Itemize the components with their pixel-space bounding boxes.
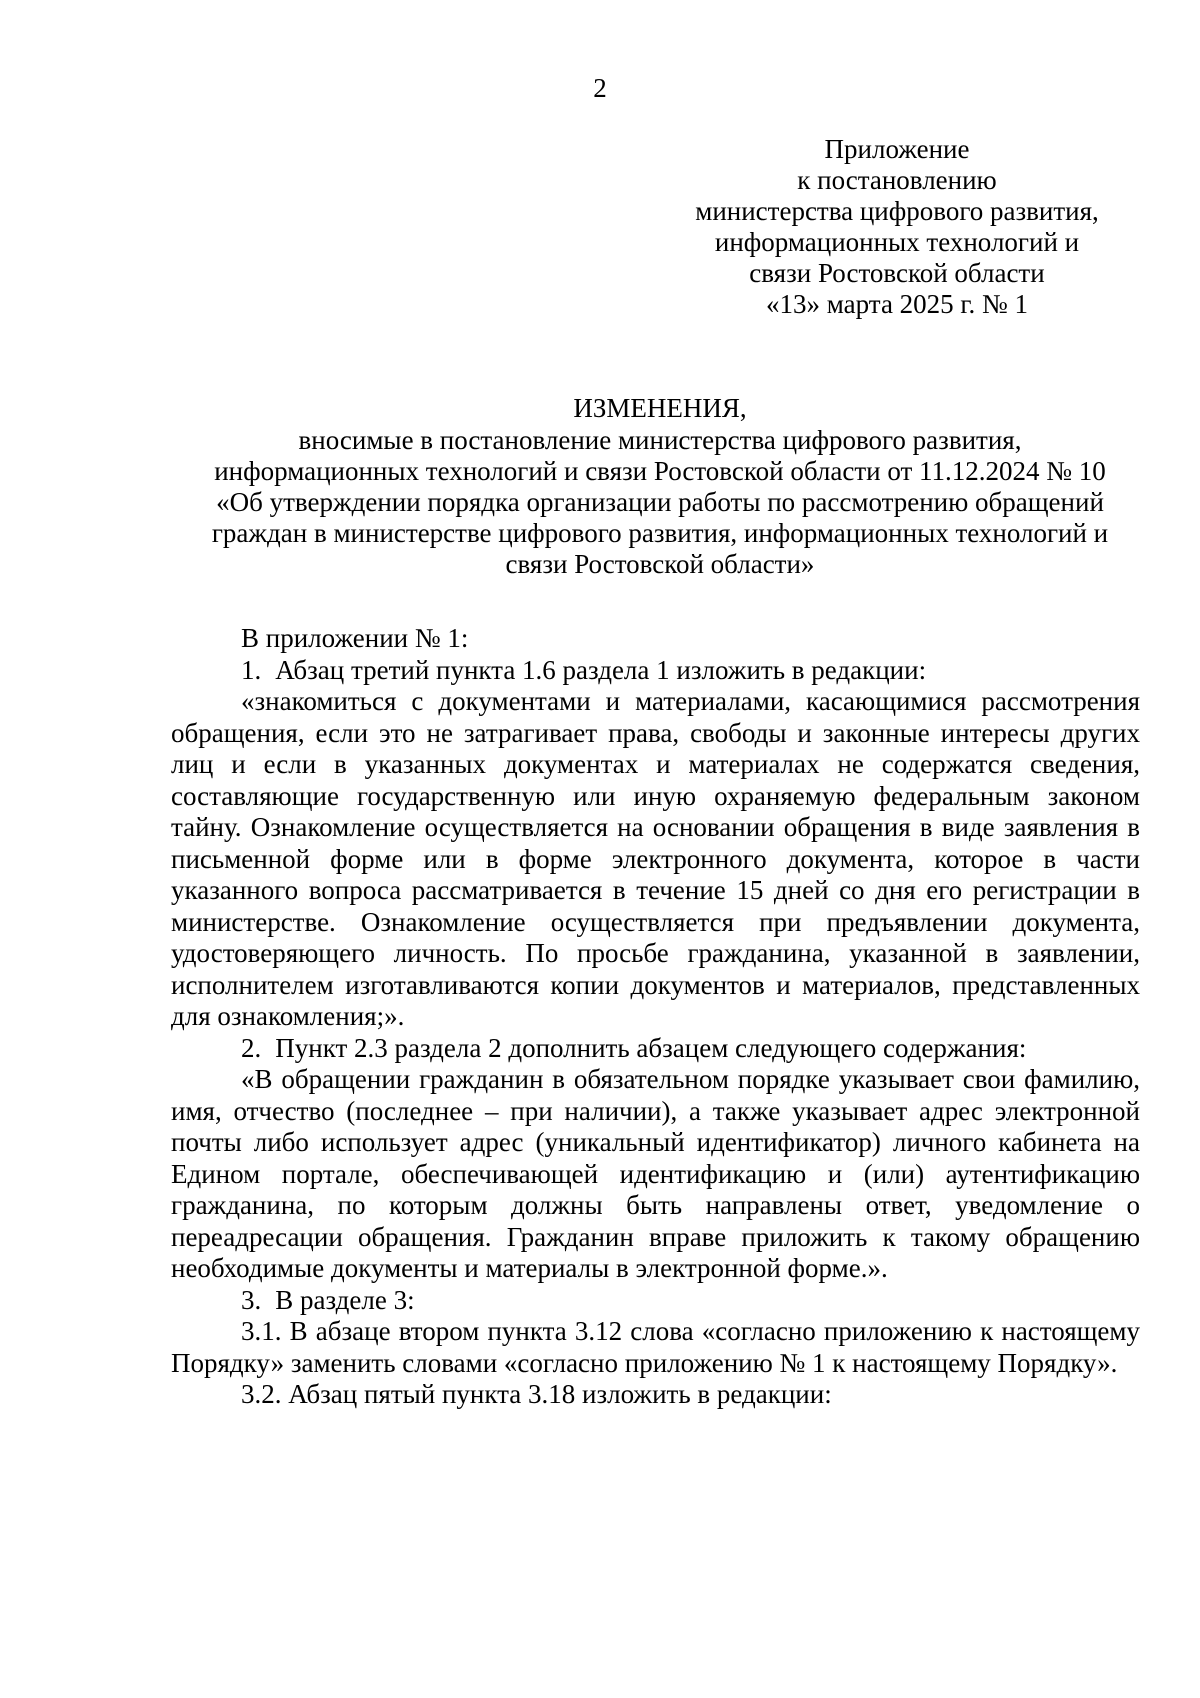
title-line: информационных технологий и связи Ростовской области от 11.12.2024 № 10 [214, 456, 1106, 486]
item-number: 2. [241, 1032, 262, 1063]
item-text: Пункт 2.3 раздела 2 дополнить абзацем следующего содержания: [275, 1032, 1027, 1063]
item-number: 3. [241, 1284, 262, 1315]
item-3-2: 3.2. Абзац пятый пункта 3.18 изложить в редакции: [241, 1379, 832, 1409]
item-text: В разделе 3: [275, 1284, 415, 1315]
item-1 [171, 655, 1140, 687]
intro-paragraph: В приложении № 1: [241, 623, 469, 653]
appendix-line: к постановлению [797, 165, 997, 195]
item-number: 1. [241, 654, 262, 685]
item-2-quote: «В обращении гражданин в обязательном порядке указывает свои фамилию, имя, отчество (последнее – при наличии), а также указывает адрес электронной почты либо использует адрес (уникальный идентификатор) личного кабинета на Едином портале, обеспечивающей идентификацию и (или) аутентификацию гражданина, по которым должны быть направлены ответ, уведомление о переадресации обращения. Гражданин вправе приложить к такому обращению необходимые документы и материалы в электронной форме.». [171, 1064, 1140, 1283]
document-title: ИЗМЕНЕНИЯ, [573, 393, 747, 423]
title-line: «Об утверждении порядка организации работы по рассмотрению обращений [216, 487, 1104, 517]
item-text: Абзац третий пункта 1.6 раздела 1 изложить в редакции: [275, 654, 927, 685]
title-line: граждан в министерстве цифрового развития, информационных технологий и [211, 518, 1109, 548]
appendix-line: министерства цифрового развития, [695, 196, 1099, 226]
item-3-1: 3.1. В абзаце втором пункта 3.12 слова «согласно приложению к настоящему Порядку» заменить словами «согласно приложению № 1 к настоящему Порядку». [171, 1316, 1140, 1378]
title-line: вносимые в постановление министерства цифрового развития, [298, 425, 1022, 455]
appendix-line: Приложение [824, 134, 970, 164]
appendix-line: связи Ростовской области [749, 258, 1045, 288]
item-2 [171, 1033, 1140, 1065]
item-1-quote: «знакомиться с документами и материалами, касающимися рассмотрения обращения, если это не затрагивает права, свободы и законные интересы других лиц и если в указанных документах и материалах не содержатся сведения, составляющие государственную или иную охраняемую федеральным законом тайну. Ознакомление осуществляется на основании обращения в виде заявления в письменной форме или в форме электронного документа, которое в части указанного вопроса рассматривается в течение 15 дней со дня его регистрации в министерстве. Ознакомление осуществляется при предъявлении документа, удостоверяющего личность. По просьбе гражданина, указанной в заявлении, исполнителем изготавливаются копии документов и материалов, представленных для ознакомления;». [171, 686, 1140, 1031]
document-title-block [120, 393, 1200, 580]
title-line: связи Ростовской области» [505, 549, 815, 579]
item-3 [171, 1285, 1140, 1317]
appendix-line: «13» марта 2025 г. № 1 [766, 289, 1028, 319]
appendix-header [677, 134, 1117, 320]
page-number: 2 [593, 73, 607, 103]
document-body [171, 623, 1140, 1411]
appendix-line: информационных технологий и [714, 227, 1080, 257]
